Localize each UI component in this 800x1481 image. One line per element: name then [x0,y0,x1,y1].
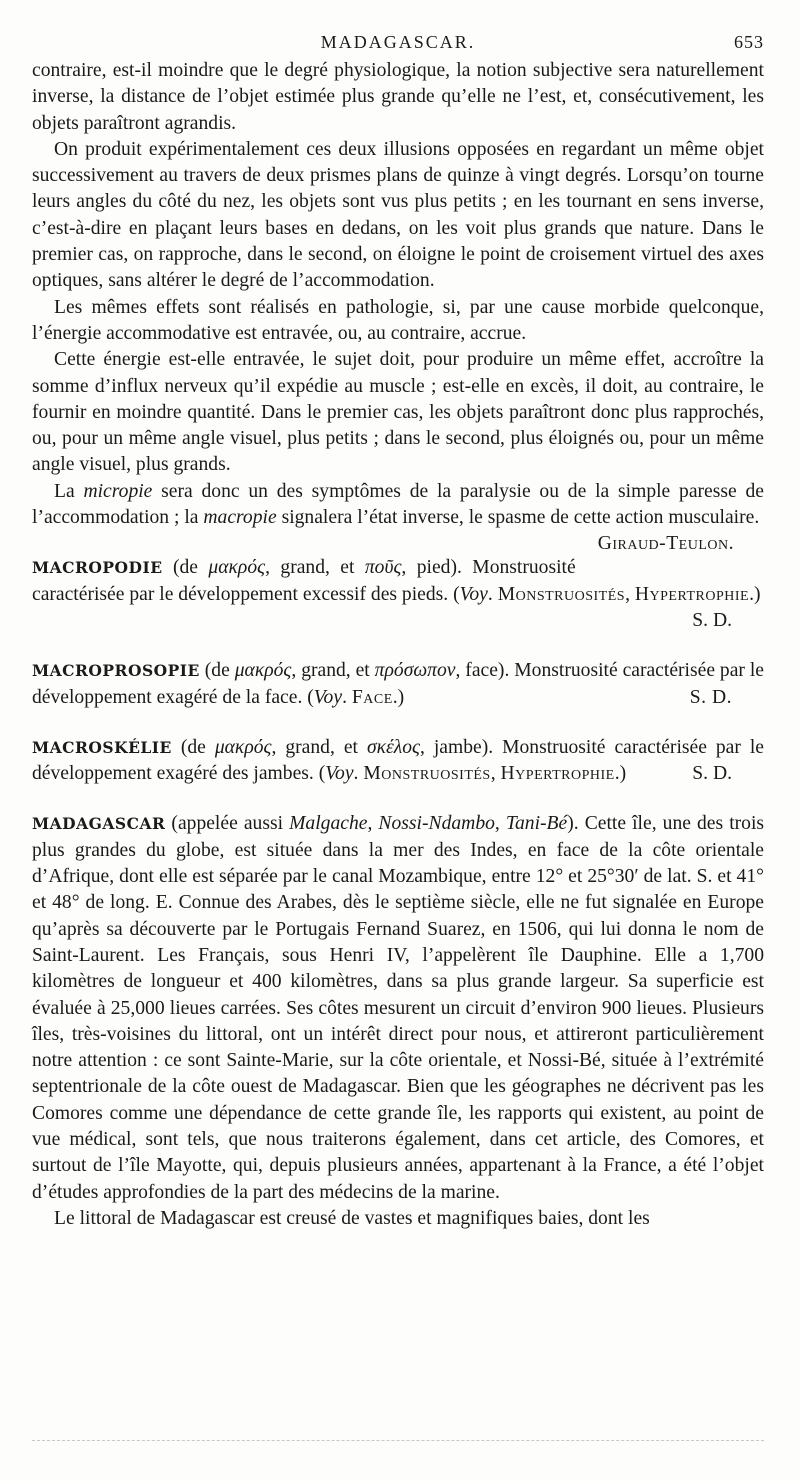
entry-headword: MACROPODIE [32,558,163,578]
voy-reference: Voy [325,763,354,785]
text-run: (de [162,557,209,579]
voy-reference: Voy [459,583,488,605]
text-run: signalera l’état inverse, le spasme de cette action musculaire. [276,507,760,529]
text-run: (de [171,736,215,758]
entry-headword: MACROSKÉLIE [32,737,172,757]
cross-reference: Monstruosités [363,763,491,785]
italic-term: macropie [203,507,277,529]
greek-word: πρόσωπον [374,660,456,682]
entry-madagascar [32,811,764,1232]
text-run: .) [749,583,761,605]
entry-macropodie [32,555,764,634]
paragraph: On produit expérimentalement ces deux illusions opposées en regardant un même objet successivement au travers de deux prismes plans de quinze à vingt degrés. Lorsqu’on tourne leurs angles du côté du nez, les objets sont vus plus petits ; en les tournant en sens inverse, c’est-à-dire en plaçant leurs bases en dedans, on les voit plus grands que nature. Dans le premier cas, on rapproche, dans le second, on éloigne le point de croisement virtuel des axes optiques, sans altérer le degré de l’accommodation. [32,138,764,292]
cross-reference: Hypertrophie [500,763,615,785]
text-run: ). Cette île, une des trois plus grandes du globe, est située dans la mer des Indes, en face de la côte orientale d’Afrique, dont elle est séparée par le canal Mozambique, entre 12° et 25°30′ de lat. S. et 41° et 48° de long. E. Connue des Arabes, dès le septième siècle, elle ne fut signalée en Europe qu’après sa découverte par le Portugais Fernand Suarez, en 1506, qui lui donna le nom de Saint-Laurent. Les Français, sous Henri IV, l’appelèrent île Dauphine. Elle a 1,700 kilomètres de longueur et 400 kilomètres, dans sa plus grande largeur. Sa superficie est évaluée à 25,000 lieues carrées. Ses côtes mesurent un circuit d’environ 900 lieues. Plusieurs îles, très-voisines du littoral, ont un intérêt direct pour nous, et attireront particulièrement notre attention : ce sont Sainte-Marie, sur la côte orientale, et Nossi-Bé, située à l’extrémité septentrionale de la côte ouest de Madagascar. Bien que les géographes ne décrivent pas les Comores comme une dépendance de cette grande île, les rapports qui existent, au point de vue médical, sont tels, que nous traiterons également, dans cet article, des Comores, et surtout de l’île Mayotte, qui, depuis plusieurs années, appartenant à la France, a été l’objet d’études approfondies de la part des médecins de la marine. [32,813,765,1203]
alt-name: Nossi-Ndambo [378,813,495,835]
text-run: , [367,813,379,835]
entry-macroskelie [32,735,764,788]
footer-rule [32,1440,764,1441]
text-run: , pied). Monstruosité caractérisée par le développement excessif des pieds. ( [32,557,576,605]
entry-text [32,658,764,711]
paragraph [32,479,764,555]
running-head [32,28,764,58]
page-number: 653 [734,32,764,52]
text-run: , grand, et [271,736,367,758]
greek-word: σκέλος [366,736,420,758]
text-run: (appelée aussi [165,813,290,835]
alt-name: Tani-Bé [505,813,568,835]
text-run: , grand, et [265,557,365,579]
cross-reference: Monstruosités [497,583,626,605]
paragraph: contraire, est-il moindre que le degré physiologique, la notion subjective sera naturellement inverse, la distance de l’objet estimée plus grande qu’elle ne l’est, et, consécutivement, les objets paraîtront agrandis. [32,60,764,134]
text-run: , [625,583,635,605]
greek-word: μακρός [234,660,292,682]
text-run: .) [392,686,405,708]
entry-signature: S. D. [692,609,732,631]
entry-text [32,811,764,1205]
text-run: , [490,763,501,785]
voy-reference: Voy [313,686,343,708]
greek-word: μακρός [214,736,272,758]
text-run: , grand, et [291,660,375,682]
italic-term: micropie [83,480,153,502]
alt-name: Malgache [289,813,368,835]
text-run: sera donc un des symptômes de la paralysie ou de la simple paresse de l’accommodation ; la [32,480,764,529]
text-run: . [342,686,352,708]
greek-word: ποῦς [364,557,402,579]
entry-headword: MADAGASCAR [32,814,166,834]
paragraph: Le littoral de Madagascar est creusé de vastes et magnifiques baies, dont les [54,1207,650,1229]
greek-word: μακρός [208,557,266,579]
text-run: .) [614,763,627,785]
text-run: , [494,813,506,835]
text-run: . [353,763,364,785]
paragraph: Cette énergie est-elle entravée, le sujet doit, pour produire un même effet, accroître la somme d’influx nerveux qu’il expédie au muscle ; est-elle en excès, il doit, au contraire, le fournir en moindre quantité. Dans le premier cas, les objets paraîtront donc plus rapprochés, ou, pour un même angle visuel, plus petits ; dans le second, plus éloignés ou, pour un même angle visuel, plus grands. [32,349,764,476]
text-run: , face). Monstruosité caractérisée par le développement exagéré de la face. ( [32,660,764,708]
entry-headword: MACROPROSOPIE [32,661,200,681]
cross-reference: Face [351,686,393,708]
paragraph: Les mêmes effets sont réalisés en pathologie, si, par une cause morbide quelconque, l’énergie accommodative est entravée, ou, au contraire, accrue. [32,296,764,344]
text-run: . [487,583,498,605]
running-title: MADAGASCAR. [320,32,476,52]
entry-macroprosopie [32,658,764,711]
cross-reference: Hypertrophie [634,583,750,605]
author-signature: Giraud-Teulon. [597,533,734,555]
entry-signature: S. D. [692,763,732,785]
entry-text [32,555,764,608]
entry-signature: S. D. [689,686,732,708]
entry-text [32,735,764,788]
entry-signature-line [32,608,764,634]
text-run: (de [199,660,235,682]
text-run: La [54,480,84,502]
text-run: , jambe). Monstruosité caractérisée par le développement exagéré des jambes. ( [32,736,764,785]
